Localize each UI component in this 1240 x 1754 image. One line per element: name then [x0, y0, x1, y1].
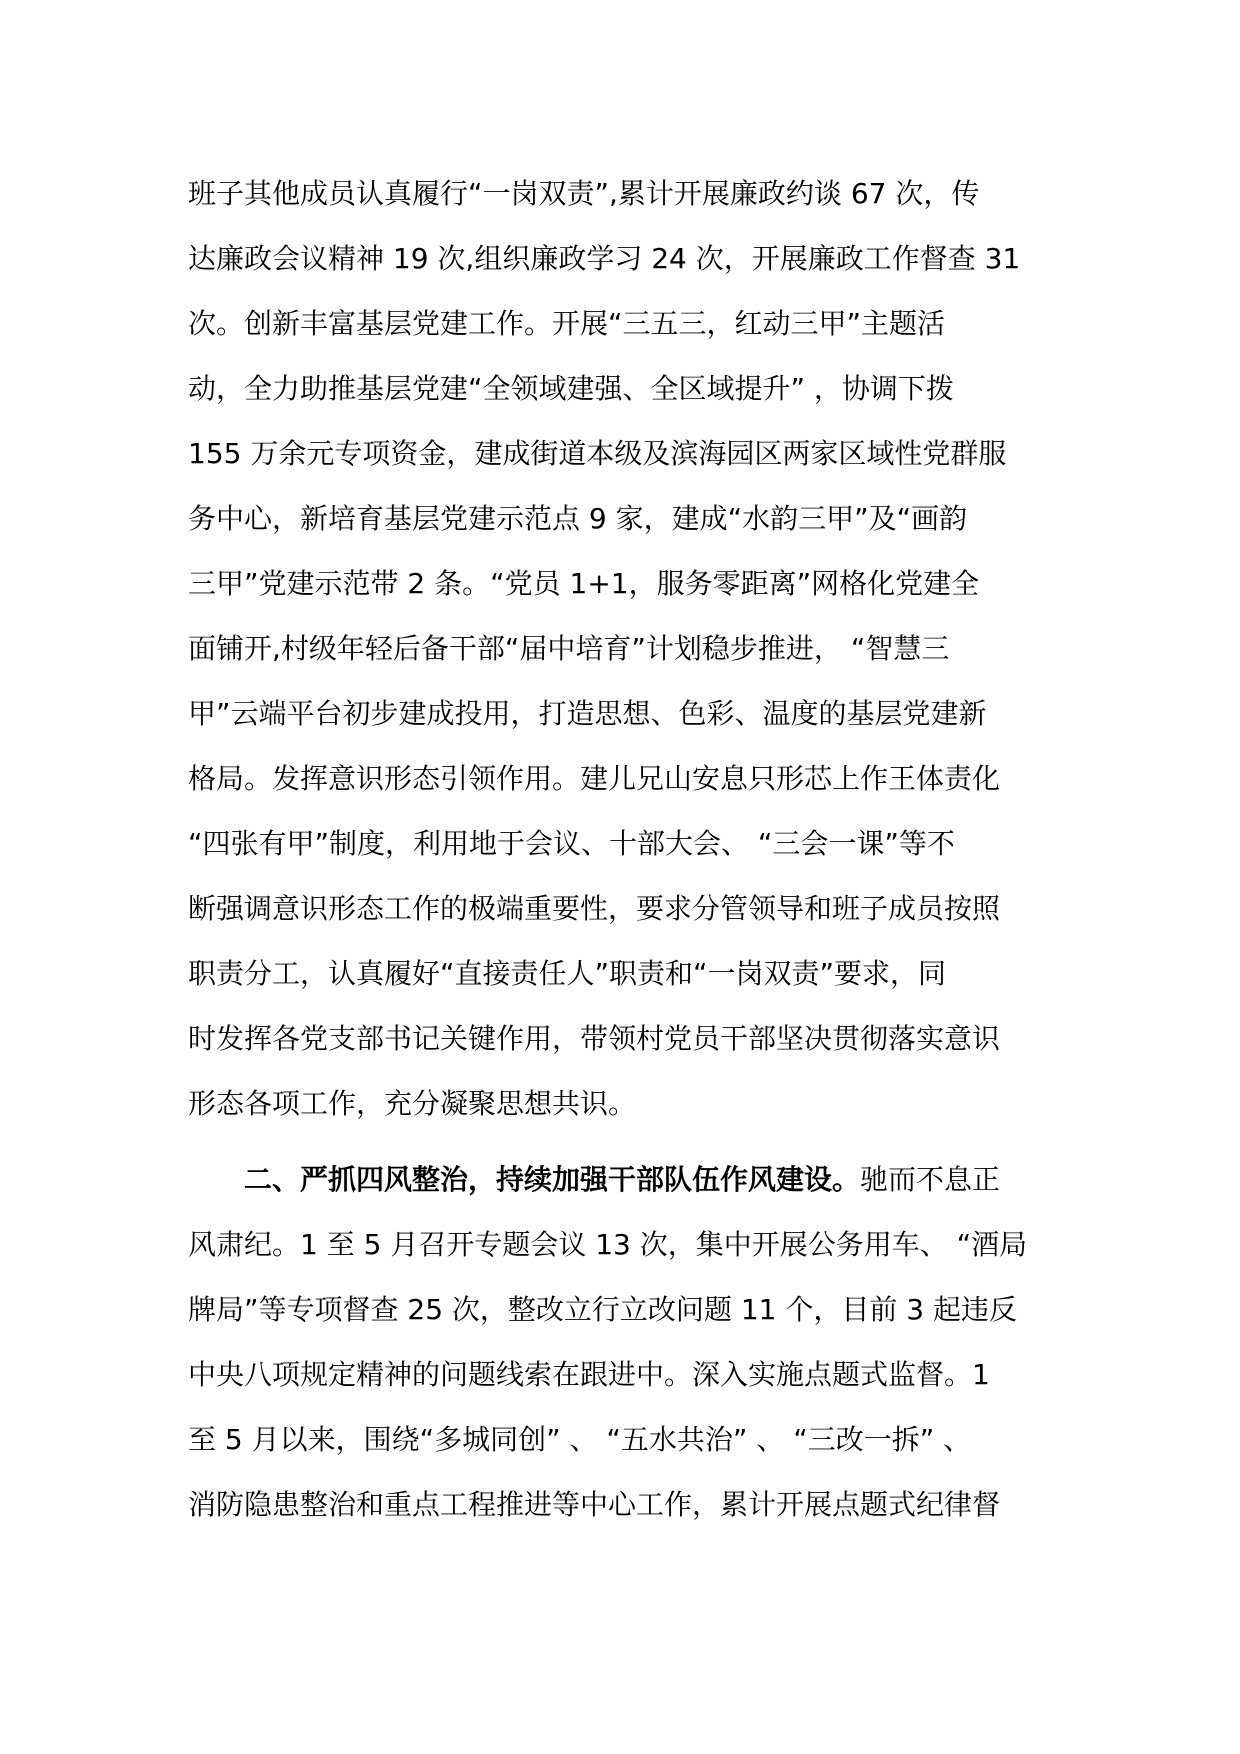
paragraph-spacer [188, 1145, 1068, 1156]
text-line: 至 5 月以来，围绕“多城同创” 、 “五水共治” 、 “三改一拆” 、 [188, 1423, 972, 1456]
text-line: 断强调意识形态工作的极端重要性，要求分管领导和班子成员按照 [188, 892, 1001, 925]
paragraph-2 [188, 1156, 1068, 1546]
text-line: 消防隐患整治和重点工程推进等中心工作，累计开展点题式纪律督 [188, 1488, 1001, 1521]
paragraph-2-first-line [188, 1156, 1068, 1221]
text-line: 牌局”等专项督查 25 次，整改立行立改问题 11 个，目前 3 起违反 [188, 1293, 1017, 1326]
text-line: 形态各项工作，充分凝聚思想共识。 [188, 1087, 637, 1120]
text-line: “四张有甲”制度，利用地于会议、十部大会、 “三会一课”等不 [188, 827, 955, 860]
text-line: 155 万余元专项资金，建成街道本级及滨海园区两家区域性党群服 [188, 437, 1007, 470]
text-line: 三甲”党建示范带 2 条。“党员 1+1，服务零距离”网格化党建全 [188, 567, 980, 600]
text-line: 格局。发挥意识形态引领作用。建儿兄山安息只形芯上作王体责化 [188, 762, 1001, 795]
text-line: 达廉政会议精神 19 次,组织廉政学习 24 次，开展廉政工作督查 31 [188, 242, 1021, 275]
text-line: 班子其他成员认真履行“一岗双责”,累计开展廉政约谈 67 次，传 [188, 177, 980, 210]
document-body [188, 170, 1068, 1546]
text-line: 时发挥各党支部书记关键作用，带领村党员干部坚决贯彻落实意识 [188, 1022, 1001, 1055]
text-line: 动，全力助推基层党建“全领域建强、全区域提升” ，协调下拨 [188, 372, 954, 405]
text-line: 职责分工，认真履好“直接责任人”职责和“一岗双责”要求，同 [188, 957, 947, 990]
section-heading: 二、严抓四风整治，持续加强干部队伍作风建设。 [244, 1163, 861, 1196]
text-run: 驰而不息正 [860, 1163, 1001, 1196]
text-line: 风肃纪。1 至 5 月召开专题会议 13 次，集中开展公务用车、 “酒局 [188, 1228, 1028, 1261]
text-line: 务中心，新培育基层党建示范点 9 家，建成“水韵三甲”及“画韵 [188, 502, 968, 535]
text-line: 次。创新丰富基层党建工作。开展“三五三，红动三甲”主题活 [188, 307, 946, 340]
text-line: 中央八项规定精神的问题线索在跟进中。深入实施点题式监督。1 [188, 1358, 990, 1391]
paragraph-1 [188, 170, 1068, 1145]
text-line: 面铺开,村级年轻后备干部“届中培育”计划稳步推进， “智慧三 [188, 632, 950, 665]
text-line: 甲”云端平台初步建成投用，打造思想、色彩、温度的基层党建新 [188, 697, 987, 730]
